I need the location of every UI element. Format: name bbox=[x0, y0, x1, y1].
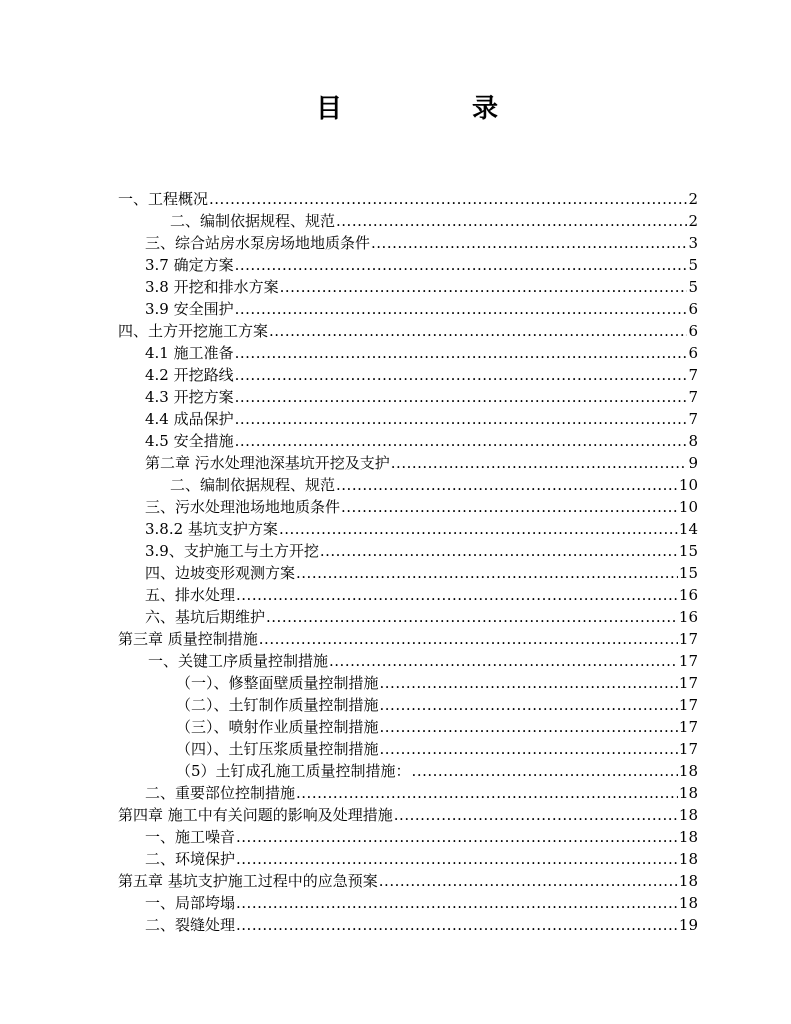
toc-entry[interactable] bbox=[118, 804, 698, 826]
toc-leader-dots bbox=[379, 870, 678, 892]
toc-leader-dots bbox=[394, 804, 678, 826]
toc-leader-dots bbox=[412, 760, 678, 782]
toc-entry[interactable] bbox=[118, 870, 698, 892]
toc-entry[interactable] bbox=[145, 254, 698, 276]
toc-entry[interactable] bbox=[176, 760, 698, 782]
toc-entry-label: 四、土方开挖施工方案 bbox=[118, 322, 269, 340]
toc-entry-page: 15 bbox=[678, 542, 698, 560]
toc-leader-dots bbox=[259, 628, 678, 650]
toc-leader-dots bbox=[336, 474, 678, 496]
toc-entry-page: 19 bbox=[678, 916, 698, 934]
toc-entry[interactable] bbox=[145, 914, 698, 936]
toc-entry-label: 第四章 施工中有关问题的影响及处理措施 bbox=[118, 806, 393, 824]
toc-entry-page: 18 bbox=[678, 762, 698, 780]
toc-entry-page: 17 bbox=[678, 718, 698, 736]
toc-entry-page: 14 bbox=[678, 520, 698, 538]
toc-leader-dots bbox=[336, 210, 687, 232]
toc-entry-label: （5）土钉成孔施工质量控制措施： bbox=[176, 762, 411, 780]
toc-entry-page: 7 bbox=[688, 388, 698, 406]
toc-leader-dots bbox=[266, 606, 678, 628]
toc-entry[interactable] bbox=[145, 892, 698, 914]
toc-entry-label: 四、边坡变形观测方案 bbox=[145, 564, 296, 582]
toc-entry[interactable] bbox=[170, 210, 698, 232]
toc-leader-dots bbox=[236, 848, 678, 870]
toc-entry[interactable] bbox=[176, 716, 698, 738]
toc-entry-page: 16 bbox=[678, 586, 698, 604]
toc-entry-label: 三、综合站房水泵房场地地质条件 bbox=[145, 234, 371, 252]
toc-entry-label: 3.8.2 基坑支护方案 bbox=[145, 520, 278, 538]
toc-entry-page: 5 bbox=[688, 278, 698, 296]
toc-entry-label: 二、编制依据规程、规范 bbox=[170, 476, 336, 494]
toc-entry[interactable] bbox=[145, 826, 698, 848]
toc-entry-label: 五、排水处理 bbox=[145, 586, 236, 604]
toc-leader-dots bbox=[380, 694, 678, 716]
toc-entry-page: 7 bbox=[688, 410, 698, 428]
toc-entry-page: 16 bbox=[678, 608, 698, 626]
toc-entry-label: 六、基坑后期维护 bbox=[145, 608, 266, 626]
toc-entry-label: 二、重要部位控制措施 bbox=[145, 784, 296, 802]
toc-leader-dots bbox=[296, 782, 678, 804]
toc-entry[interactable] bbox=[148, 650, 698, 672]
toc-entry-page: 17 bbox=[678, 674, 698, 692]
toc-entry-page: 18 bbox=[678, 850, 698, 868]
toc-leader-dots bbox=[320, 540, 678, 562]
toc-entry[interactable] bbox=[176, 738, 698, 760]
toc-entry[interactable] bbox=[145, 518, 698, 540]
toc-entry-label: 4.3 开挖方案 bbox=[145, 388, 234, 406]
toc-entry-page: 18 bbox=[678, 872, 698, 890]
toc-entry-page: 9 bbox=[688, 454, 698, 472]
toc-entry[interactable] bbox=[145, 782, 698, 804]
toc-entry-page: 2 bbox=[688, 190, 698, 208]
toc-entry-page: 10 bbox=[678, 498, 698, 516]
toc-leader-dots bbox=[279, 518, 678, 540]
toc-entry[interactable] bbox=[145, 342, 698, 364]
toc-entry[interactable] bbox=[145, 232, 698, 254]
toc-leader-dots bbox=[280, 276, 688, 298]
toc-entry[interactable] bbox=[145, 276, 698, 298]
toc-entry-page: 17 bbox=[678, 652, 698, 670]
toc-entry-label: 三、污水处理池场地地质条件 bbox=[145, 498, 341, 516]
toc-entry-label: 一、关键工序质量控制措施 bbox=[148, 652, 329, 670]
toc-leader-dots bbox=[296, 562, 678, 584]
title-char-1: 目 bbox=[316, 94, 343, 124]
toc-leader-dots bbox=[235, 342, 688, 364]
toc-leader-dots bbox=[235, 408, 688, 430]
toc-entry[interactable] bbox=[145, 584, 698, 606]
toc-leader-dots bbox=[209, 188, 687, 210]
toc-entry[interactable] bbox=[118, 628, 698, 650]
toc-leader-dots bbox=[236, 584, 678, 606]
toc-entry-label: 4.1 施工准备 bbox=[145, 344, 234, 362]
toc-entry-page: 3 bbox=[688, 234, 698, 252]
toc-entry-label: 4.4 成品保护 bbox=[145, 410, 234, 428]
toc-entry-label: （四）、土钉压浆质量控制措施 bbox=[176, 740, 379, 758]
toc-entry-label: 二、裂缝处理 bbox=[145, 916, 236, 934]
title-char-2: 录 bbox=[472, 94, 499, 124]
toc-leader-dots bbox=[380, 672, 678, 694]
toc-entry-label: 二、编制依据规程、规范 bbox=[170, 212, 336, 230]
toc-entry-page: 18 bbox=[678, 806, 698, 824]
toc-entry-label: 3.9、支护施工与土方开挖 bbox=[145, 542, 319, 560]
toc-entry[interactable] bbox=[145, 452, 698, 474]
toc-leader-dots bbox=[235, 386, 688, 408]
toc-leader-dots bbox=[235, 364, 688, 386]
toc-entry[interactable] bbox=[145, 562, 698, 584]
toc-entry-page: 18 bbox=[678, 784, 698, 802]
toc-leader-dots bbox=[380, 738, 678, 760]
toc-entry-label: 4.5 安全措施 bbox=[145, 432, 234, 450]
toc-entry[interactable] bbox=[176, 672, 698, 694]
toc-entry[interactable] bbox=[145, 408, 698, 430]
toc-entry-label: 第二章 污水处理池深基坑开挖及支护 bbox=[145, 454, 390, 472]
toc-leader-dots bbox=[236, 892, 678, 914]
toc-entry[interactable] bbox=[118, 320, 698, 342]
toc-leader-dots bbox=[235, 430, 688, 452]
toc-entry-page: 8 bbox=[688, 432, 698, 450]
toc-entry-page: 2 bbox=[688, 212, 698, 230]
toc-entry[interactable] bbox=[176, 694, 698, 716]
toc-entry[interactable] bbox=[118, 188, 698, 210]
toc-entry-label: 第三章 质量控制措施 bbox=[118, 630, 258, 648]
toc-entry-page: 18 bbox=[678, 828, 698, 846]
toc-entry-page: 7 bbox=[688, 366, 698, 384]
toc-leader-dots bbox=[269, 320, 687, 342]
toc-entry-label: 一、施工噪音 bbox=[145, 828, 236, 846]
toc-leader-dots bbox=[329, 650, 678, 672]
toc-entry[interactable] bbox=[145, 606, 698, 628]
toc-entry[interactable] bbox=[170, 474, 698, 496]
page-title bbox=[0, 88, 791, 122]
toc-entry-label: 3.9 安全围护 bbox=[145, 300, 234, 318]
toc-entry-label: （三）、喷射作业质量控制措施 bbox=[176, 718, 379, 736]
toc-entry-page: 6 bbox=[688, 344, 698, 362]
toc-leader-dots bbox=[236, 914, 678, 936]
toc-entry-page: 10 bbox=[678, 476, 698, 494]
toc-leader-dots bbox=[380, 716, 678, 738]
toc-leader-dots bbox=[235, 254, 688, 276]
toc-entry-page: 17 bbox=[678, 740, 698, 758]
toc-entry[interactable] bbox=[145, 848, 698, 870]
toc-entry-label: 一、工程概况 bbox=[118, 190, 209, 208]
toc-leader-dots bbox=[391, 452, 688, 474]
toc-entry-page: 6 bbox=[688, 322, 698, 340]
toc-entry-label: 3.7 确定方案 bbox=[145, 256, 234, 274]
toc-entry-page: 5 bbox=[688, 256, 698, 274]
toc-entry[interactable] bbox=[145, 298, 698, 320]
toc-entry[interactable] bbox=[145, 496, 698, 518]
toc-entry-page: 17 bbox=[678, 696, 698, 714]
toc-entry-label: 第五章 基坑支护施工过程中的应急预案 bbox=[118, 872, 378, 890]
toc-leader-dots bbox=[371, 232, 687, 254]
toc-entry-label: （一）、修整面壁质量控制措施 bbox=[176, 674, 379, 692]
toc-leader-dots bbox=[235, 298, 688, 320]
toc-entry[interactable] bbox=[145, 364, 698, 386]
toc-entry-label: 一、局部垮塌 bbox=[145, 894, 236, 912]
toc-entry-label: （二）、土钉制作质量控制措施 bbox=[176, 696, 379, 714]
toc-entry[interactable] bbox=[145, 386, 698, 408]
toc-entry-page: 17 bbox=[678, 630, 698, 648]
toc-entry-label: 4.2 开挖路线 bbox=[145, 366, 234, 384]
toc-leader-dots bbox=[236, 826, 678, 848]
toc-entry[interactable] bbox=[145, 430, 698, 452]
toc-entry[interactable] bbox=[145, 540, 698, 562]
toc-leader-dots bbox=[341, 496, 678, 518]
toc-entry-label: 3.8 开挖和排水方案 bbox=[145, 278, 279, 296]
toc-entry-page: 6 bbox=[688, 300, 698, 318]
toc-entry-page: 15 bbox=[678, 564, 698, 582]
toc-entry-page: 18 bbox=[678, 894, 698, 912]
toc-entry-label: 二、环境保护 bbox=[145, 850, 236, 868]
